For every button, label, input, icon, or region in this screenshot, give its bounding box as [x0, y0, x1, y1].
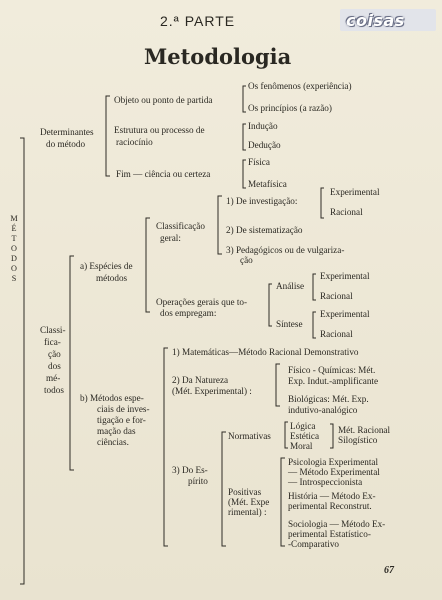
biologicas-1: Biológicas: Mét. Exp. [288, 394, 369, 404]
estrutura-item-2: Dedução [248, 140, 281, 150]
objeto-label: Objeto ou ponto de partida [114, 95, 213, 105]
classificacao-label-6: todos [44, 385, 64, 395]
fim-item-1: Física [248, 157, 270, 167]
especiais-label-1: b) Métodos espe- [80, 393, 144, 403]
operacoes-label-2: dos empregam: [160, 308, 217, 318]
normativas-label: Normativas [228, 431, 271, 441]
normativa-logica: Lógica [290, 421, 316, 431]
natureza-label-2: (Mét. Experimental) : [172, 386, 252, 396]
investigacao-label: 1) De investigação: [226, 196, 298, 206]
historia-1: História — Método Ex- [288, 491, 376, 501]
sociologia-3: -Comparativo [288, 539, 340, 549]
fisico-quimicas-2: Exp. Indut.-amplificante [288, 376, 379, 386]
especiais-label-5: ciências. [97, 437, 129, 447]
objeto-item-1: Os fenômenos (experiência) [248, 81, 352, 91]
determinantes-label-1: Determinantes [40, 127, 94, 137]
analise-racional: Racional [320, 291, 353, 301]
especiais-label-2: ciais de inves- [97, 404, 150, 414]
objeto-item-2: Os princípios (a razão) [248, 103, 332, 113]
biologicas-2: indutivo-analógico [288, 405, 358, 415]
positivas-label-2: (Mét. Expe [228, 497, 270, 507]
fim-label: Fim — ciência ou certeza [116, 169, 211, 179]
pedagogicos-label-1: 3) Pedagógicos ou de vulgariza- [226, 245, 345, 255]
sociologia-2: perimental Estatístico- [288, 529, 371, 539]
sistematizacao-label: 2) De sistematização [226, 225, 303, 235]
especiais-label-3: tigação e for- [97, 415, 146, 425]
classificacao-label-3: ção [48, 349, 61, 359]
positivas-label-1: Positivas [228, 487, 262, 497]
watermark-text: coisas [346, 11, 405, 30]
classificacao-label-5: mé- [46, 373, 61, 383]
classificacao-label-1: Classi- [40, 325, 66, 335]
classificacao-geral-label-1: Classificação [156, 221, 205, 231]
natureza-label-1: 2) Da Natureza [172, 375, 229, 385]
especies-label-2: métodos [96, 273, 128, 283]
normativa-estetica: Estética [290, 431, 320, 441]
sintese-racional: Racional [320, 329, 353, 339]
fim-item-2: Metafísica [248, 179, 287, 189]
fisico-quimicas-1: Físico - Químicas: Mét. [288, 365, 376, 375]
positivas-label-3: rimental) : [228, 507, 267, 517]
page-title: Metodologia [144, 44, 292, 69]
historia-2: perimental Reconstrut. [288, 501, 372, 511]
classificacao-label-4: dos [48, 361, 61, 371]
classificacao-label-2: fica- [44, 337, 61, 347]
part-heading: 2.ª PARTE [160, 13, 236, 29]
sociologia-1: Sociologia — Método Ex- [288, 519, 386, 529]
normativas-metodo-2: Silogístico [338, 435, 378, 445]
operacoes-label-1: Operações gerais que to- [156, 297, 248, 307]
investigacao-racional: Racional [330, 207, 363, 217]
especiais-label-4: mação das [97, 426, 136, 436]
normativa-moral: Moral [290, 441, 313, 451]
espirito-label-2: pírito [188, 476, 208, 486]
analise-label: Análise [276, 281, 305, 291]
especies-label-1: a) Espécies de [80, 261, 133, 271]
espirito-label-1: 3) Do Es- [172, 465, 208, 475]
estrutura-label-2: raciocínio [116, 137, 153, 147]
classificacao-geral-label-2: geral: [160, 233, 181, 243]
psicologia-2: — Método Experimental [288, 467, 380, 477]
estrutura-label-1: Estrutura ou processo de [114, 125, 205, 135]
psicologia-1: Psicologia Experimental [288, 457, 379, 467]
investigacao-experimental: Experimental [330, 187, 380, 197]
page-number: 67 [384, 565, 394, 576]
normativas-metodo-1: Mét. Racional [338, 425, 391, 435]
analise-experimental: Experimental [320, 271, 370, 281]
side-label-metodos: M É T O D O S [10, 214, 18, 283]
psicologia-3: — Introspeccionista [288, 477, 363, 487]
pedagogicos-label-2: ção [240, 255, 253, 265]
sintese-experimental: Experimental [320, 309, 370, 319]
matematicas-label: 1) Matemáticas—Método Racional Demonstrativo [172, 347, 359, 357]
determinantes-label-2: do método [46, 139, 86, 149]
estrutura-item-1: Indução [248, 121, 278, 131]
sintese-label: Síntese [276, 319, 303, 329]
